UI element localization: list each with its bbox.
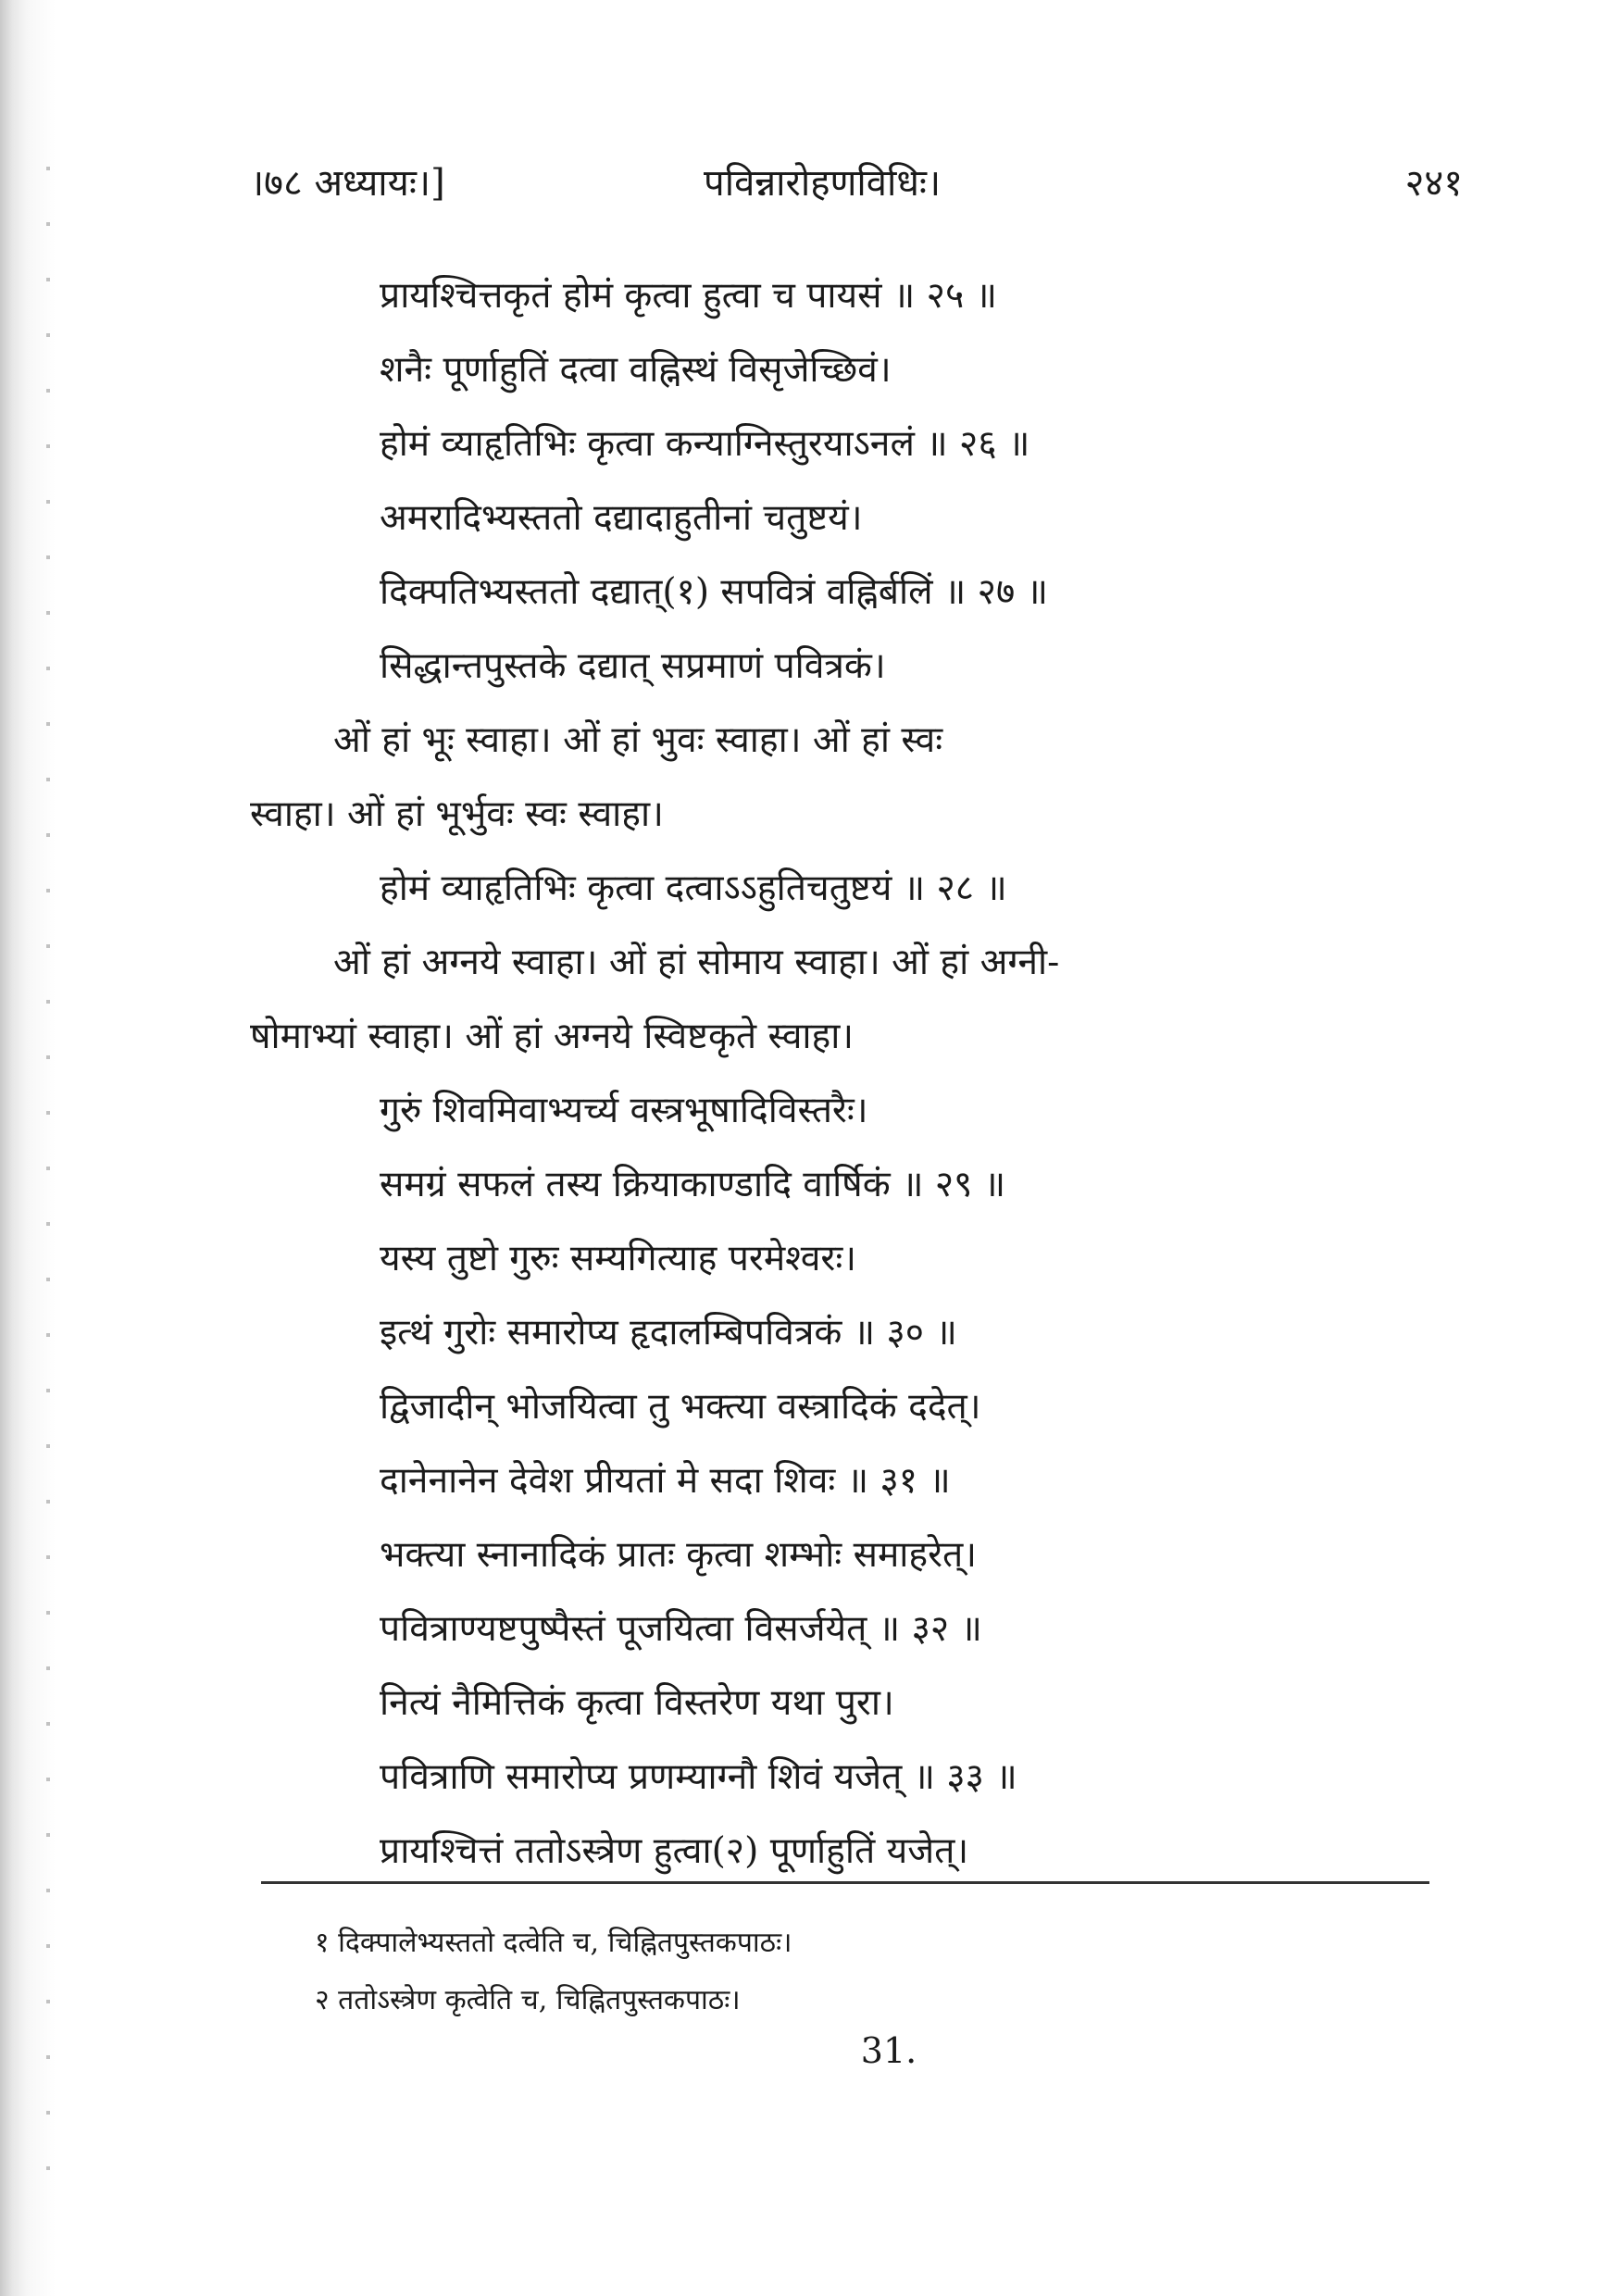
verse-line: समग्रं सफलं तस्य क्रियाकाण्डादि वार्षिकं ॥ २९ ॥ <box>380 1164 1006 1205</box>
verse-line: अमरादिभ्यस्ततो दद्यादाहुतीनां चतुष्टयं। <box>380 497 863 539</box>
binding-marks <box>46 167 50 2203</box>
verse-line: इत्थं गुरोः समारोप्य हृदालम्बिपवित्रकं ॥ ३० ॥ <box>380 1312 957 1354</box>
verse-line: पवित्राण्यष्टपुष्पैस्तं पूजयित्वा विसर्जयेत् ॥ ३२ ॥ <box>380 1608 982 1650</box>
verse-line: गुरुं शिवमिवाभ्यर्च्य वस्त्रभूषादिविस्तरैः। <box>380 1090 868 1131</box>
verse-line: सिद्धान्तपुस्तके दद्यात् सप्रमाणं पवित्रकं। <box>380 645 886 687</box>
running-header <box>250 156 1463 211</box>
verse-line: पवित्राणि समारोप्य प्रणम्याग्नौ शिवं यजेत् ॥ ३३ ॥ <box>380 1756 1017 1798</box>
mantra-line: ओं हां अग्नये स्वाहा। ओं हां सोमाय स्वाहा। ओं हां अग्नी- <box>333 942 1060 983</box>
mantra-line: ओं हां भूः स्वाहा। ओं हां भुवः स्वाहा। ओं हां स्वः <box>333 719 943 761</box>
verse-line: दिक्पतिभ्यस्ततो दद्यात्(१) सपवित्रं वह्निर्बलिं ॥ २७ ॥ <box>380 571 1048 613</box>
footnote-divider <box>261 1881 1429 1884</box>
page-number-footer: 31. <box>860 2030 917 2071</box>
verse-line: द्विजादीन् भोजयित्वा तु भक्त्या वस्त्रादिकं ददेत्। <box>380 1386 981 1428</box>
verse-line: भक्त्या स्नानादिकं प्रातः कृत्वा शम्भोः समाहरेत्। <box>380 1534 978 1576</box>
footnote-1: १ दिक्पालेभ्यस्ततो दत्वेति च, चिह्नितपुस्तकपाठः। <box>315 1927 792 1959</box>
mantra-line-continued: षोमाभ्यां स्वाहा। ओं हां अग्नये स्विष्टकृते स्वाहा। <box>250 1016 855 1057</box>
mantra-line-continued: स्वाहा। ओं हां भूर्भुवः स्वः स्वाहा। <box>250 793 664 835</box>
verse-line: प्रायश्चित्तकृतं होमं कृत्वा हुत्वा च पायसं ॥ २५ ॥ <box>380 275 997 317</box>
verse-line: होमं व्याहृतिभिः कृत्वा दत्वाऽऽहुतिचतुष्टयं ॥ २८ ॥ <box>380 867 1007 909</box>
verse-line: दानेनानेन देवेश प्रीयतां मे सदा शिवः ॥ ३१ ॥ <box>380 1460 951 1502</box>
verse-line: प्रायश्चित्तं ततोऽस्त्रेण हुत्वा(२) पूर्णाहुतिं यजेत्। <box>380 1830 969 1872</box>
footnote-2: २ ततोऽस्त्रेण कृत्वेति च, चिह्नितपुस्तकपाठः। <box>315 1984 741 2016</box>
verse-block <box>250 259 1435 1889</box>
verse-line: शनैः पूर्णाहुतिं दत्वा वह्निस्थं विसृजेच्छिवं। <box>380 349 892 391</box>
chapter-label: ।७८ अध्यायः।] <box>250 162 445 205</box>
page-number-devanagari: २४१ <box>1404 162 1463 205</box>
section-title: पविन्नारोहणविधिः। <box>704 162 942 205</box>
verse-line: यस्य तुष्टो गुरुः सम्यगित्याह परमेश्वरः। <box>380 1238 857 1279</box>
verse-line: नित्यं नैमित्तिकं कृत्वा विस्तरेण यथा पुरा। <box>380 1682 894 1724</box>
footnotes <box>315 1915 1426 2029</box>
verse-line: होमं व्याहृतिभिः कृत्वा कन्याग्निस्तुरयाऽनलं ॥ २६ ॥ <box>380 423 1030 465</box>
